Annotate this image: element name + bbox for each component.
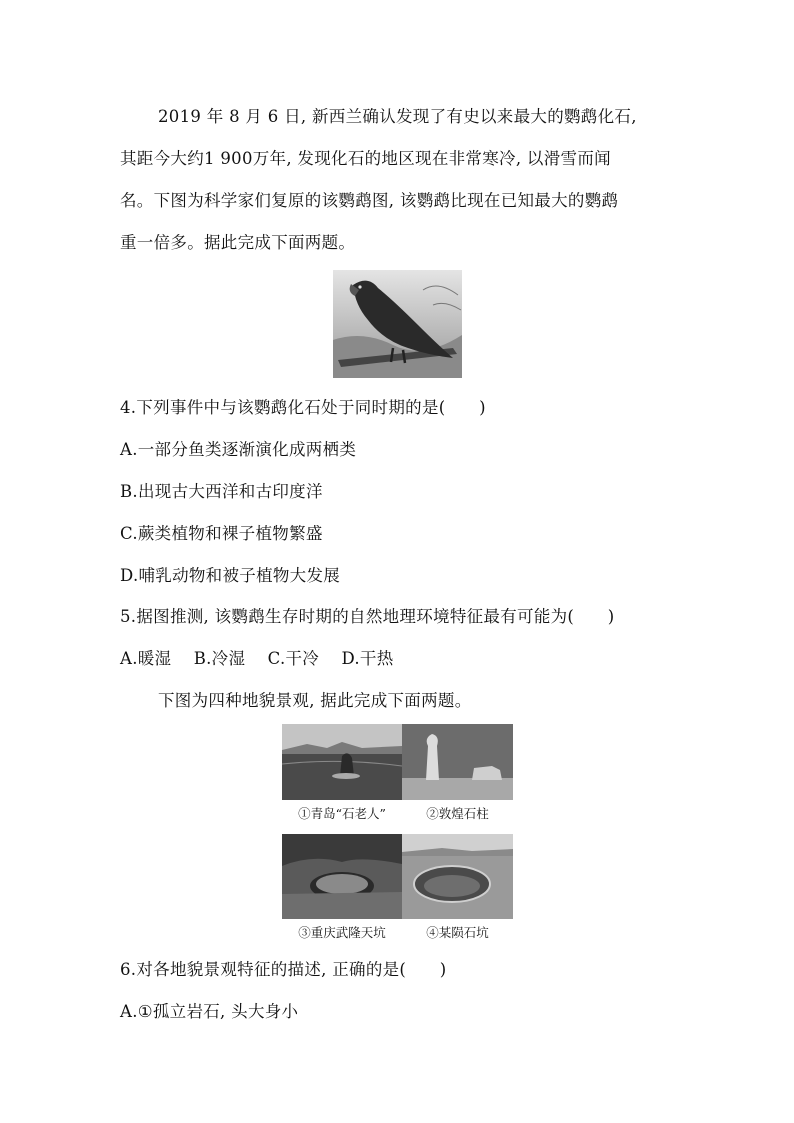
q6-option-a: A.①孤立岩石, 头大身小 (120, 1002, 299, 1021)
photo-dunhuang-pillar (402, 724, 513, 800)
intro-line-3: 名。下图为科学家们复原的该鹦鹉图, 该鹦鹉比现在已知最大的鹦鹉 (120, 191, 619, 210)
caption-qingdao: ①青岛“石老人” (298, 806, 386, 821)
intro-line-2: 其距今大约1 900万年, 发现化石的地区现在非常寒冷, 以滑雪而闻 (120, 149, 611, 168)
q5-stem: 5.据图推测, 该鹦鹉生存时期的自然地理环境特征最有可能为( ) (120, 607, 615, 626)
caption-dunhuang: ②敦煌石柱 (426, 806, 489, 821)
q4-stem: 4.下列事件中与该鹦鹉化石处于同时期的是( ) (120, 398, 486, 417)
intro2-line: 下图为四种地貌景观, 据此完成下面两题。 (158, 691, 472, 710)
caption-crater: ④某陨石坑 (426, 925, 489, 940)
intro-line-4: 重一倍多。据此完成下面两题。 (120, 233, 356, 252)
q4-option-a: A.一部分鱼类逐渐演化成两栖类 (120, 440, 357, 459)
intro-line-1: 2019 年 8 月 6 日, 新西兰确认发现了有史以来最大的鹦鹉化石, (158, 107, 637, 126)
q5-options: A.暖湿 B.冷湿 C.干冷 D.干热 (120, 649, 394, 668)
q4-option-c: C.蕨类植物和裸子植物繁盛 (120, 524, 323, 543)
q6-stem: 6.对各地貌景观特征的描述, 正确的是( ) (120, 960, 447, 979)
caption-wulong: ③重庆武隆天坑 (298, 925, 386, 940)
photo-qingdao-shilaoren (282, 724, 402, 800)
q4-option-b: B.出现古大西洋和古印度洋 (120, 482, 323, 501)
photo-meteorite-crater (402, 834, 513, 919)
q4-option-d: D.哺乳动物和被子植物大发展 (120, 566, 341, 585)
photo-wulong-sinkhole (282, 834, 402, 919)
parrot-illustration (333, 270, 462, 378)
